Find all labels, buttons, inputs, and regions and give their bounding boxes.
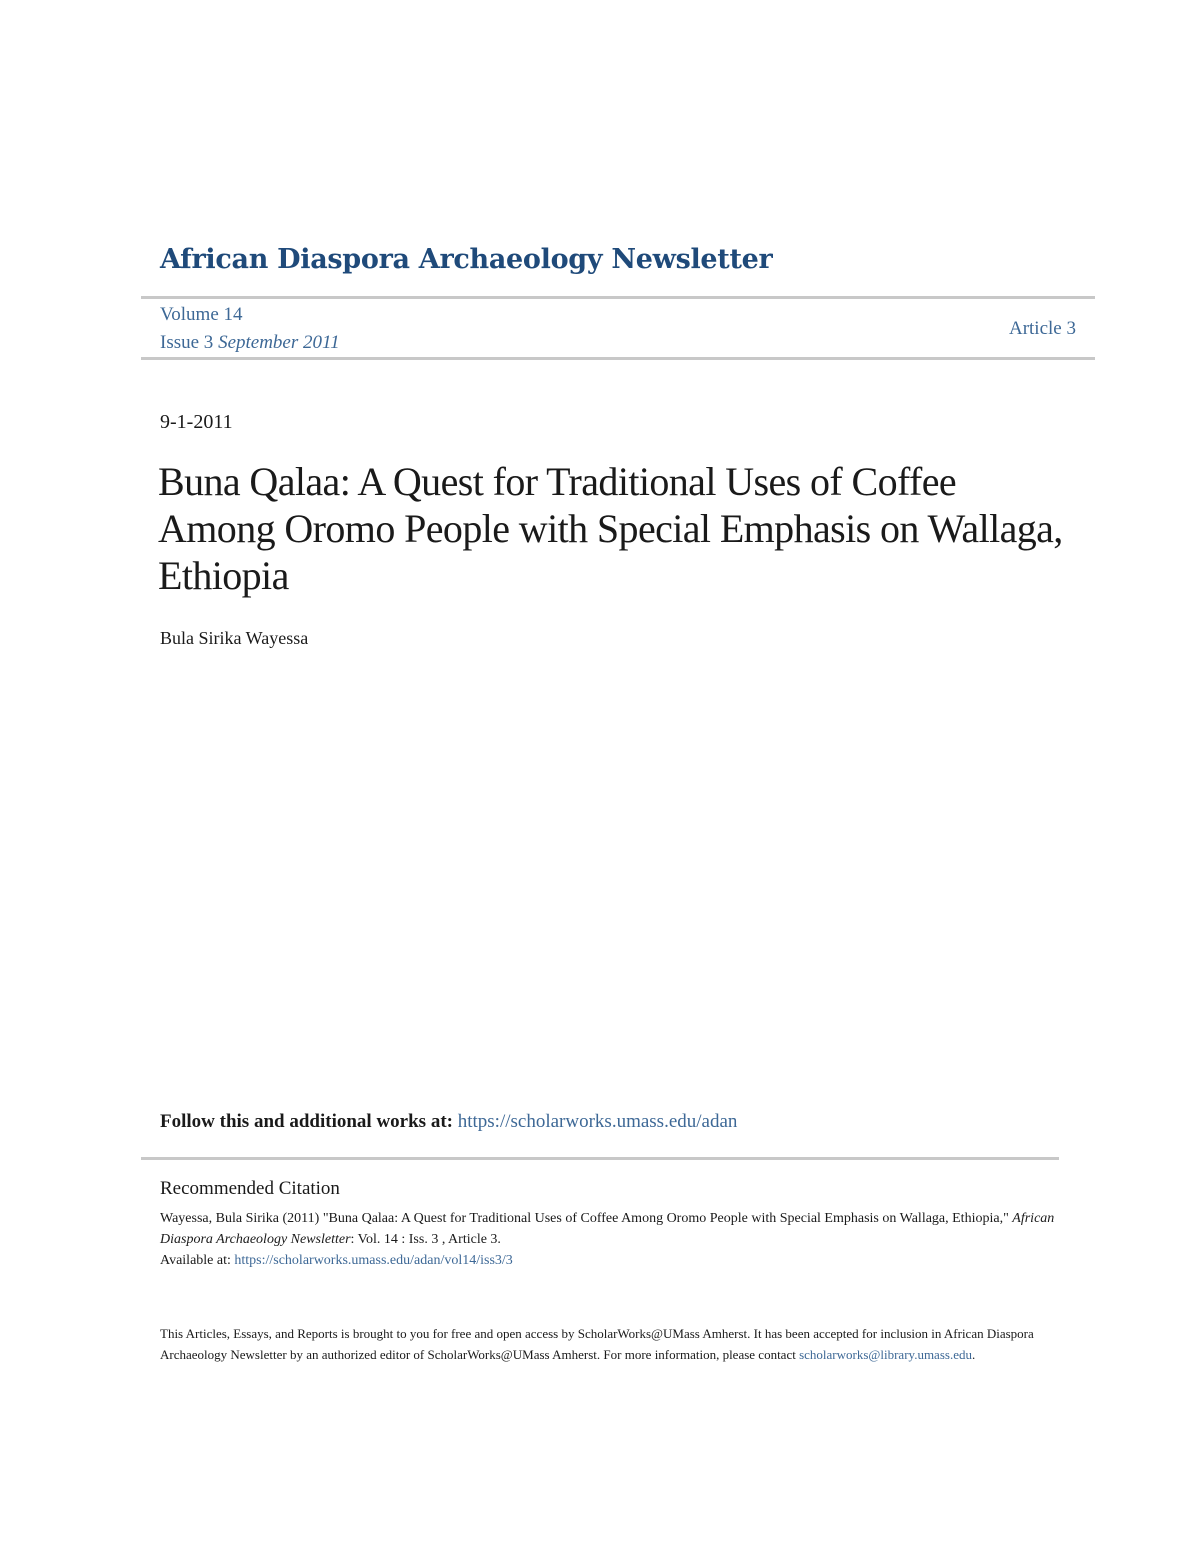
follow-line: [160, 1111, 737, 1133]
header-top-divider: [141, 296, 1095, 299]
citation-block: [160, 1208, 1060, 1271]
journal-title[interactable]: African Diaspora Archaeology Newsletter: [160, 244, 773, 275]
follow-label: Follow this and additional works at:: [160, 1111, 453, 1132]
issue-line: [160, 332, 340, 354]
citation-text: Wayessa, Bula Sirika (2011) "Buna Qalaa: A Quest for Traditional Uses of Coffee Among Oromo People with Special Emphasis on Wallaga, Ethiopia,": [160, 1211, 1013, 1226]
citation-volume-info: : Vol. 14 : Iss. 3 , Article 3.: [350, 1232, 501, 1247]
collection-link[interactable]: https://scholarworks.umass.edu/adan: [457, 1111, 738, 1132]
citation-divider: [141, 1157, 1059, 1160]
citation-journal: African Diaspora Archaeology Newsletter: [160, 1211, 1055, 1247]
author-name: Bula Sirika Wayessa: [160, 628, 309, 648]
article-number-link[interactable]: Article 3: [1008, 318, 1076, 339]
access-notice: [160, 1323, 1040, 1365]
issue-link[interactable]: Issue 3: [160, 332, 214, 353]
header-bottom-divider: [141, 357, 1095, 360]
available-label: Available at:: [160, 1253, 231, 1268]
contact-email-link[interactable]: scholarworks@library.umass.edu: [799, 1347, 972, 1362]
article-title: Buna Qalaa: A Quest for Traditional Uses of Coffee Among Oromo People with Special Emphasis on Wallaga, Ethiopia: [158, 459, 1063, 598]
notice-text: This Articles, Essays, and Reports is brought to you for free and open access by ScholarWorks@UMass Amherst. It has been accepted for inclusion in African Diaspora Archaeology Newsletter by an authorized editor of ScholarWorks@UMass Amherst. For more information, please contact: [160, 1326, 1034, 1362]
notice-end: .: [971, 1347, 976, 1362]
publication-date: 9-1-2011: [160, 411, 233, 433]
citation-heading: Recommended Citation: [160, 1178, 340, 1199]
issue-date: September 2011: [218, 332, 340, 353]
volume-link[interactable]: Volume 14: [160, 304, 243, 325]
available-url-link[interactable]: https://scholarworks.umass.edu/adan/vol14/iss3/3: [234, 1253, 513, 1268]
